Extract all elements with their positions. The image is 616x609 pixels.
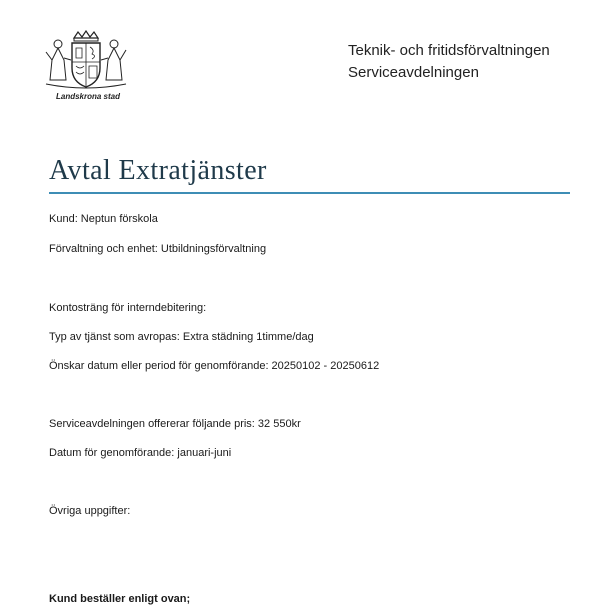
department-block: [348, 40, 550, 84]
city-logo: [40, 30, 132, 110]
document-title: Avtal Extratjänster: [49, 155, 267, 186]
coat-of-arms-icon: [40, 30, 132, 92]
field-offered-price: Serviceavdelningen offererar följande pris: 32 550kr: [49, 418, 301, 430]
field-customer-order: Kund beställer enligt ovan;: [49, 593, 191, 605]
field-customer: Kund: Neptun förskola: [49, 213, 158, 225]
field-department-unit: Förvaltning och enhet: Utbildningsförvaltning: [49, 243, 267, 255]
field-account-string: Kontosträng för interndebitering:: [49, 302, 207, 314]
field-other-info: Övriga uppgifter:: [49, 505, 131, 517]
field-execution-date: Datum för genomförande: januari-juni: [49, 447, 232, 459]
field-requested-period: Önskar datum eller period för genomförande: 20250102 - 20250612: [49, 360, 380, 372]
logo-text: Landskrona stad: [55, 92, 120, 101]
title-divider: [49, 192, 570, 194]
field-service-type: Typ av tjänst som avropas: Extra städning 1timme/dag: [49, 331, 314, 343]
department-unit: Serviceavdelningen: [348, 64, 479, 81]
department-name: Teknik- och fritidsförvaltningen: [348, 42, 550, 59]
